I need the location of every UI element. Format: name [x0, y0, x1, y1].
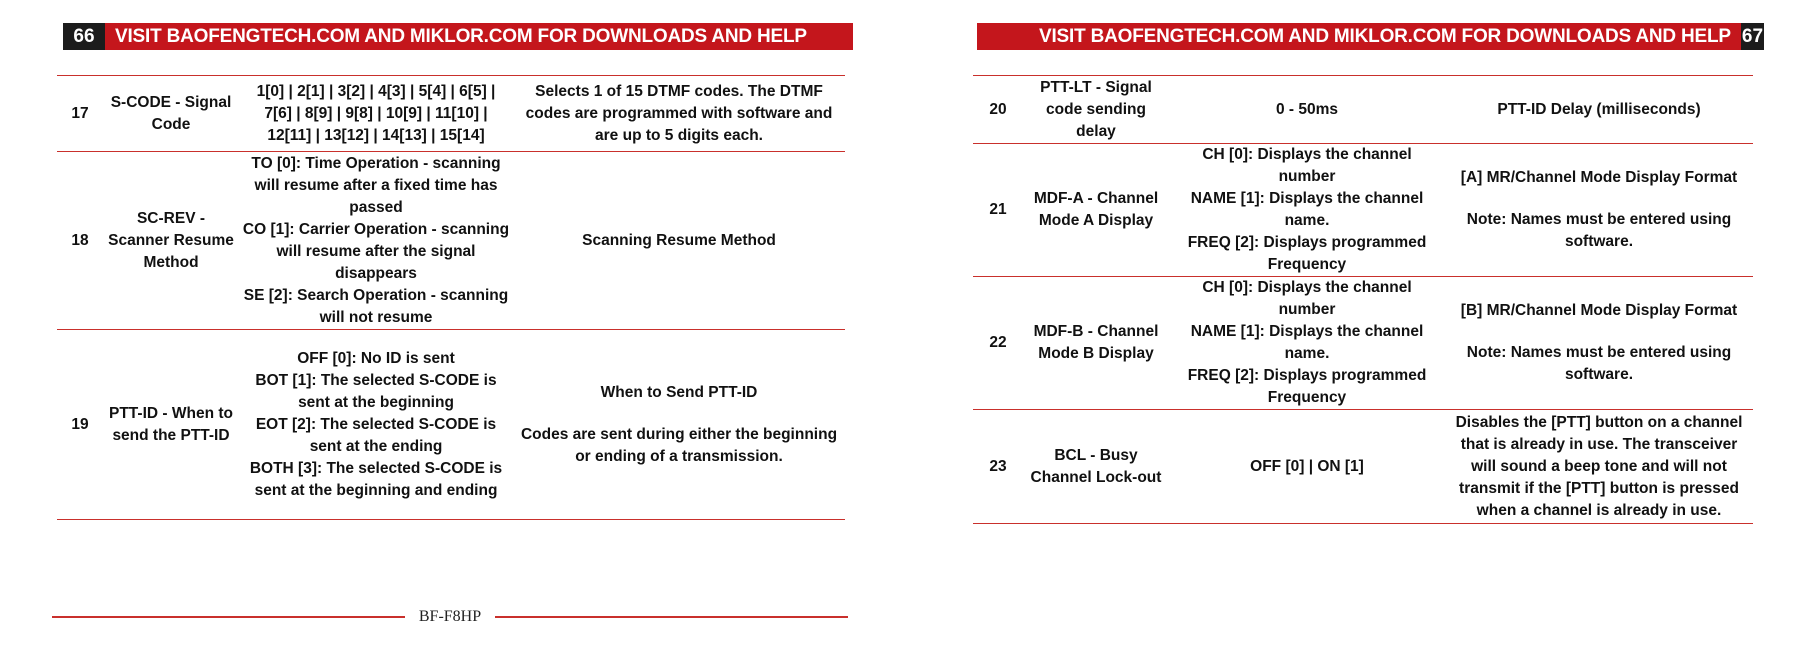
setting-options	[1169, 410, 1445, 524]
setting-name: MDF-B - Channel Mode B Display	[1023, 277, 1169, 410]
footer-rule	[52, 616, 405, 618]
option-text: TO [0]: Time Operation - scanning will resume after a fixed time has passed	[251, 154, 501, 216]
option-text: 1[0] | 2[1] | 3[2] | 4[3] | 5[4] | 6[5] | 7[6] | 8[9] | 9[8] | 10[9] | 11[10] | 12[11] | 13[12] | 14[13] | 15[14]	[256, 82, 496, 144]
description-text: Selects 1 of 15 DTMF codes. The DTMF codes are programmed with software and are up to 5 digits each.	[525, 82, 833, 144]
page-number: 66	[63, 23, 105, 50]
option-text: OFF [0] | ON [1]	[1250, 457, 1364, 475]
setting-description	[513, 76, 845, 152]
description-text: PTT-ID Delay (milliseconds)	[1497, 100, 1701, 118]
table-row	[973, 144, 1753, 277]
setting-description	[1445, 144, 1753, 277]
option-text: NAME [1]: Displays the channel name.	[1190, 323, 1424, 362]
right-page	[907, 0, 1814, 646]
row-number: 23	[973, 410, 1023, 524]
setting-name: PTT-ID - When to send the PTT-ID	[103, 330, 239, 520]
menu-settings-table	[57, 75, 845, 520]
description-text: [B] MR/Channel Mode Display Format	[1460, 302, 1738, 319]
setting-options	[1169, 144, 1445, 277]
option-text: FREQ [2]: Displays programmed Frequency	[1187, 367, 1427, 406]
option-text: CO [1]: Carrier Operation - scanning will resume after the signal disappears	[242, 220, 510, 282]
setting-options	[239, 330, 513, 520]
description-text: [A] MR/Channel Mode Display Format	[1460, 169, 1738, 186]
option-text: 0 - 50ms	[1275, 100, 1339, 118]
table-row	[973, 76, 1753, 144]
option-text: OFF [0]: No ID is sent	[297, 349, 455, 367]
page-footer	[52, 608, 848, 626]
footer-rule	[495, 616, 848, 618]
setting-name: SC-REV - Scanner Resume Method	[103, 152, 239, 330]
setting-name: BCL - Busy Channel Lock-out	[1023, 410, 1169, 524]
setting-name: MDF-A - Channel Mode A Display	[1023, 144, 1169, 277]
setting-options	[239, 76, 513, 152]
setting-options	[1169, 277, 1445, 410]
row-number: 17	[57, 76, 103, 152]
setting-name: PTT-LT - Signal code sending delay	[1023, 76, 1169, 144]
page-number: 67	[1741, 23, 1764, 50]
menu-settings-table	[973, 75, 1753, 524]
row-number: 22	[973, 277, 1023, 410]
banner-text: VISIT BAOFENGTECH.COM AND MIKLOR.COM FOR DOWNLOADS AND HELP	[977, 23, 1741, 50]
banner-text: VISIT BAOFENGTECH.COM AND MIKLOR.COM FOR DOWNLOADS AND HELP	[105, 23, 853, 50]
setting-description	[1445, 76, 1753, 144]
setting-options	[1169, 76, 1445, 144]
row-number: 21	[973, 144, 1023, 277]
setting-name: S-CODE - Signal Code	[103, 76, 239, 152]
option-text: EOT [2]: The selected S-CODE is sent at the ending	[255, 415, 497, 455]
table-row	[57, 330, 845, 520]
description-text: Codes are sent during either the beginning or ending of a transmission.	[520, 425, 838, 465]
option-text: BOTH [3]: The selected S-CODE is sent at the beginning and ending	[249, 459, 503, 499]
table-row	[57, 76, 845, 152]
page-banner	[977, 23, 1764, 50]
description-text: Disables the [PTT] button on a channel that is already in use. The transceiver will sound a beep tone and will not transmit if the [PTT] button is pressed when a channel is already in use.	[1455, 413, 1743, 519]
option-text: CH [0]: Displays the channel number	[1202, 279, 1412, 318]
option-text: FREQ [2]: Displays programmed Frequency	[1187, 234, 1427, 273]
setting-description	[513, 330, 845, 520]
setting-description	[1445, 410, 1753, 524]
table-row	[57, 152, 845, 330]
description-text: Note: Names must be entered using software.	[1466, 211, 1732, 250]
row-number: 18	[57, 152, 103, 330]
description-text: Note: Names must be entered using software.	[1466, 344, 1732, 383]
option-text: BOT [1]: The selected S-CODE is sent at the beginning	[255, 371, 497, 411]
row-number: 20	[973, 76, 1023, 144]
row-number: 19	[57, 330, 103, 520]
setting-description	[513, 152, 845, 330]
table-row	[973, 410, 1753, 524]
description-text: When to Send PTT-ID	[600, 383, 758, 401]
page-banner	[63, 23, 853, 50]
table-row	[973, 277, 1753, 410]
setting-description	[1445, 277, 1753, 410]
setting-options	[239, 152, 513, 330]
footer-model: BF-F8HP	[418, 608, 482, 625]
option-text: SE [2]: Search Operation - scanning will not resume	[243, 286, 509, 326]
option-text: CH [0]: Displays the channel number	[1202, 146, 1412, 185]
option-text: NAME [1]: Displays the channel name.	[1190, 190, 1424, 229]
description-text: Scanning Resume Method	[582, 231, 776, 249]
